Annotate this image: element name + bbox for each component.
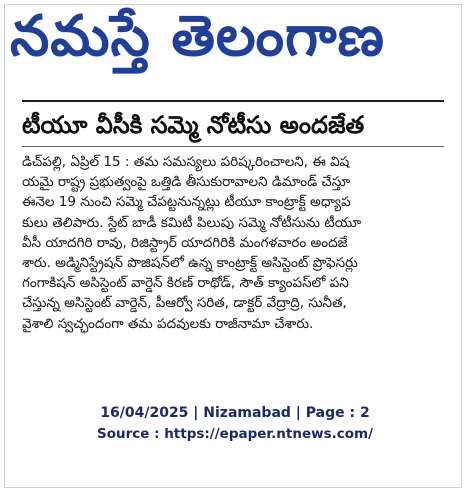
source-url[interactable]: Source : https://epaper.ntnews.com/: [96, 426, 374, 442]
article-line: డిచ్‌పల్లి, ఏప్రిల్ 15 : తమ సమస్యలు పరిష్కరించాలని, ఈ విష: [22, 154, 350, 170]
article-line: గంగాకిషన్ అసిస్టెంట్ వార్డెన్ కిరణ్ రాథోడ్, సౌత్ క్యాంపస్‌లో పని: [22, 275, 349, 292]
date-edition-page: 16/04/2025 | Nizamabad | Page : 2: [100, 405, 370, 421]
article-line: వీసీ యాదగిరి రావు, రిజిస్ట్రార్ యాదగిరికి మంగళవారం అందజే: [22, 234, 348, 251]
article-line: వైశాలి స్వచ్ఛందంగా తమ పదవులకు రాజీనామా చేశారు.: [22, 315, 314, 332]
newspaper-masthead: నమస్తే తెలంగాణ: [10, 3, 385, 69]
article-line: కులు తెలిపారు. స్టేట్ బాడీ కమిటీ పిలుపు సమ్మె నోటీసును టీయూ: [22, 214, 362, 231]
article-line: ఈనెల 19 నుంచి సమ్మె చేపట్టనున్నట్లు టీయూ కాంట్రాక్ట్ అధ్యాప: [22, 194, 351, 211]
source-footer: [0, 402, 470, 444]
top-divider: [22, 100, 444, 102]
article-line: చేస్తున్న అసిస్టెంట్ వార్డెన్, పీఆర్వో సరిత, డాక్టర్ వేద్రాద్రి, సునీత,: [22, 295, 347, 312]
article-body: [22, 152, 444, 334]
article-headline: టీయూ వీసీకి సమ్మె నోటీసు అందజేత: [22, 111, 365, 139]
headline-divider: [22, 146, 444, 147]
article-line: యమై రాష్ట్ర ప్రభుత్వంపై ఒత్తిడి తీసుకురావాలని డిమాండ్ చేస్తూ: [22, 174, 351, 191]
article-line: శారు. అడ్మినిస్ట్రేషన్ పొజిషన్‌లో ఉన్న కాంట్రాక్ట్ అసిస్టెంట్ ప్రొఫెసర్లు: [22, 255, 358, 272]
